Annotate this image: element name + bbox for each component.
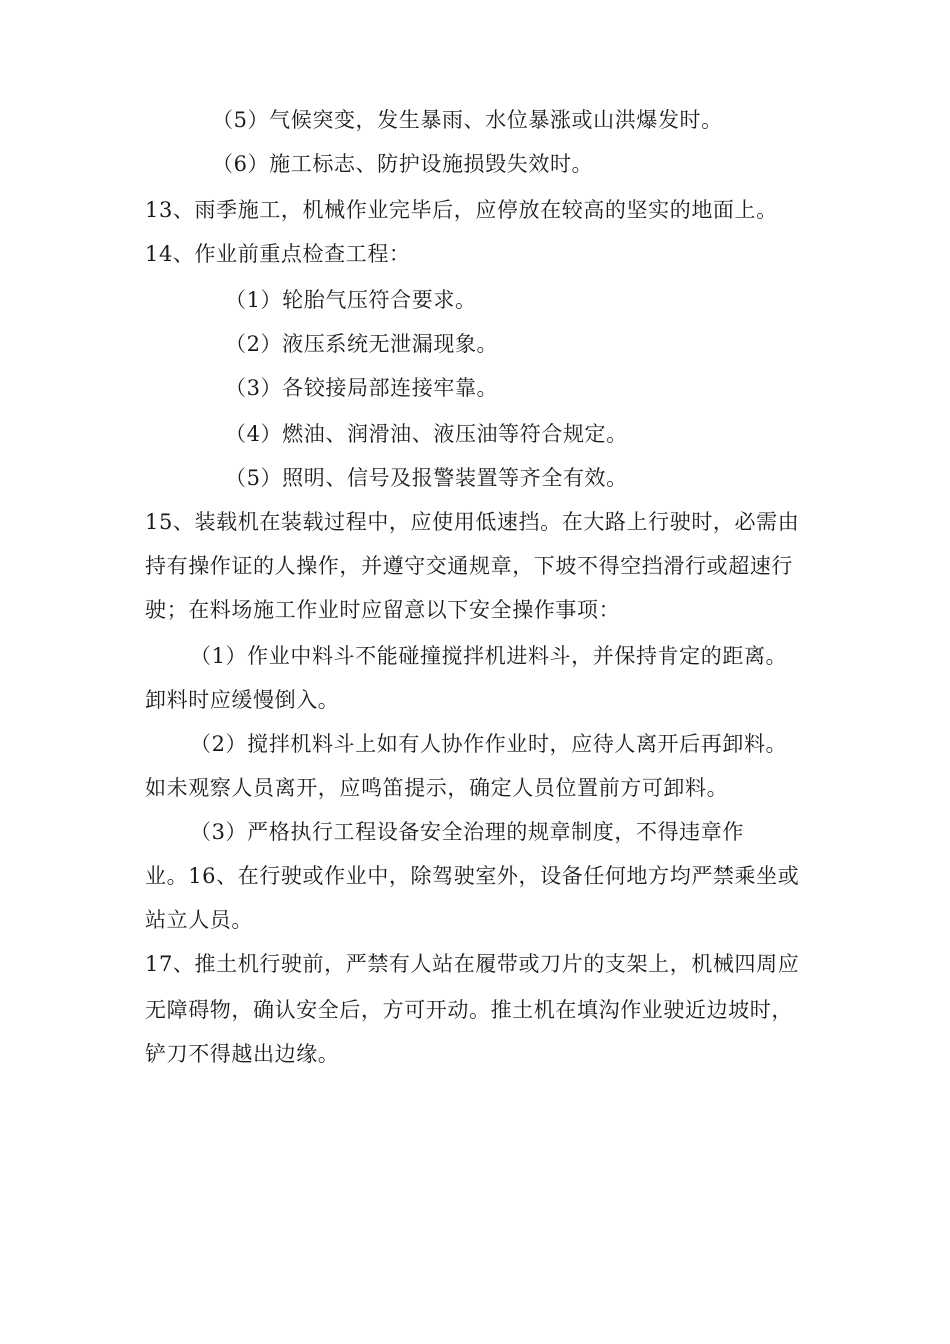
text-line: 站立人员。 [145,908,253,932]
text-line: 17、推土机行驶前，严禁有人站在履带或刀片的支架上，机械四周应 [145,952,800,976]
text-line: 铲刀不得越出边缘。 [145,1042,340,1066]
text-line: （3）各铰接局部连接牢靠。 [225,376,499,400]
text-line: （2）搅拌机料斗上如有人协作作业时，应待人离开后再卸料。 [190,732,788,756]
text-line: 驶；在料场施工作业时应留意以下安全操作事项： [145,598,621,622]
text-line: （4）燃油、润滑油、液压油等符合规定。 [225,422,628,446]
text-line: （1）轮胎气压符合要求。 [225,288,477,312]
text-line: 13、雨季施工，机械作业完毕后，应停放在较高的坚实的地面上。 [145,198,778,222]
text-line: 14、作业前重点检查工程： [145,242,411,266]
text-line: 持有操作证的人操作，并遵守交通规章，下坡不得空挡滑行或超速行 [145,554,793,578]
text-line: （2）液压系统无泄漏现象。 [225,332,499,356]
text-line: （5）照明、信号及报警装置等齐全有效。 [225,466,628,490]
text-line: （3）严格执行工程设备安全治理的规章制度，不得违章作 [190,820,744,844]
text-line: （1）作业中料斗不能碰撞搅拌机进料斗，并保持肯定的距离。 [190,644,788,668]
text-line: 卸料时应缓慢倒入。 [145,688,340,712]
text-line: 15、装载机在装载过程中，应使用低速挡。在大路上行驶时，必需由 [145,510,800,534]
text-line: 如未观察人员离开，应鸣笛提示，确定人员位置前方可卸料。 [145,776,729,800]
text-line: 无障碍物，确认安全后，方可开动。推土机在填沟作业驶近边坡时， [145,998,793,1022]
text-line: （5）气候突变，发生暴雨、水位暴涨或山洪爆发时。 [212,108,723,132]
text-line: （6）施工标志、防护设施损毁失效时。 [212,152,594,176]
text-line: 业。16、在行驶或作业中，除驾驶室外，设备任何地方均严禁乘坐或 [145,864,800,888]
